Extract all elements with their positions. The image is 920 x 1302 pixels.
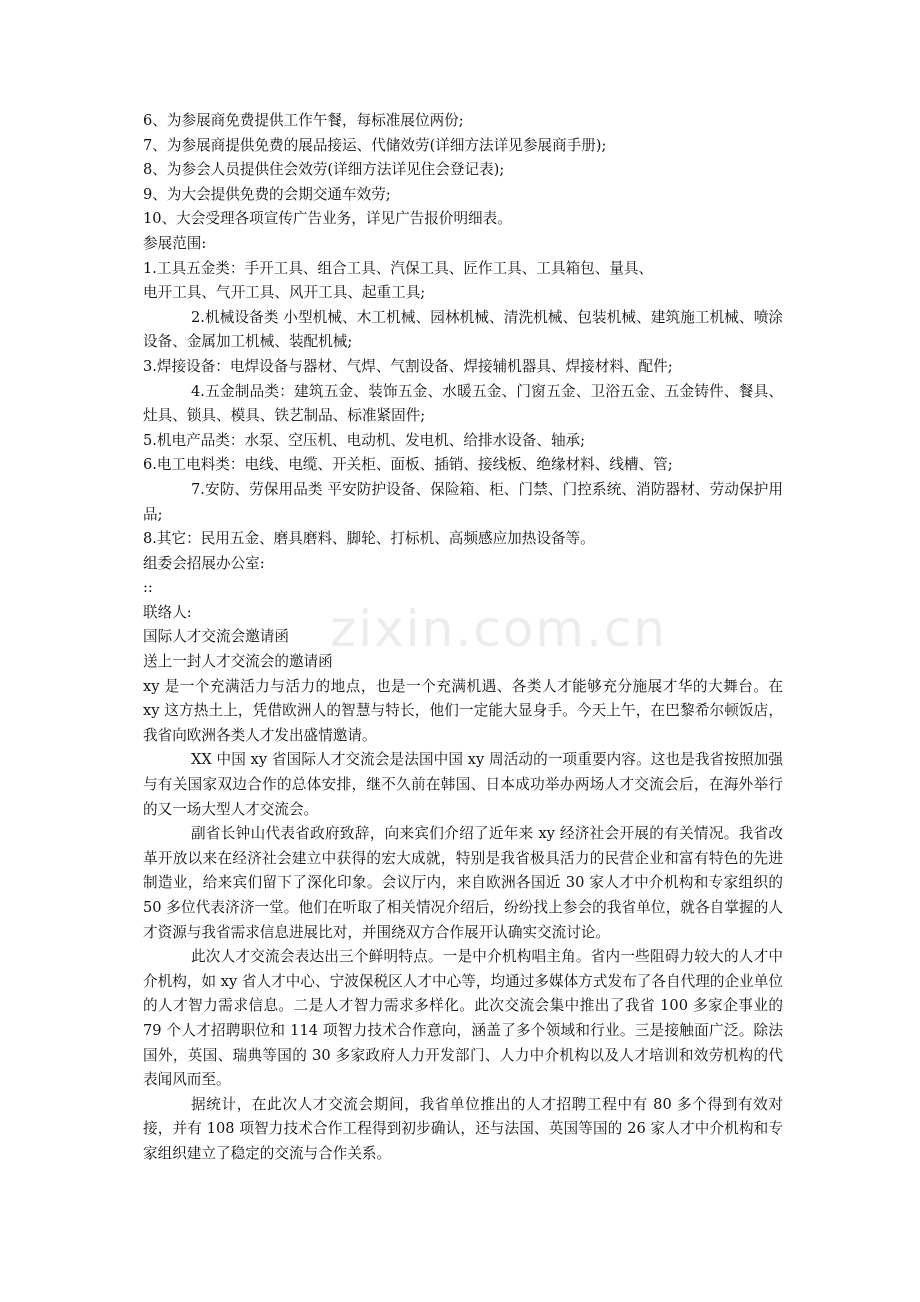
paragraph-5: 据统计，在此次人才交流会期间，我省单位推出的人才招聘工程中有 80 多个得到有效对接，并有 108 项智力技术合作工程得到初步确认，还与法国、英国等国的 26 家人才中介机构和专家组织建立了稳定的交流与合作关系。 xyxy=(143,1095,783,1162)
scope-item-4: 4.五金制品类：建筑五金、装饰五金、水暖五金、门窗五金、卫浴五金、五金铸件、餐具、灶具、锁具、模具、铁艺制品、标准紧固件; xyxy=(143,382,783,425)
service-item-10: 10、大会受理各项宣传广告业务，详见广告报价明细表。 xyxy=(143,210,512,228)
office-colons: :: xyxy=(143,579,153,597)
service-item-8: 8、为参会人员提供住会效劳(详细方法详见住会登记表); xyxy=(143,161,505,179)
letter-title: 国际人才交流会邀请函 xyxy=(143,628,289,646)
watermark-text: zixin.com.cn xyxy=(330,600,668,658)
scope-item-5: 5.机电产品类：水泵、空压机、电动机、发电机、给排水设备、轴承; xyxy=(143,431,586,449)
scope-heading: 参展范围: xyxy=(143,234,207,252)
scope-item-3: 3.焊接设备：电焊设备与器材、气焊、气割设备、焊接辅机器具、焊接材料、配件; xyxy=(143,357,673,375)
scope-item-1: 1.工具五金类：手开工具、组合工具、汽保工具、匠作工具、工具箱包、量具、 xyxy=(143,259,654,277)
scope-item-2: 2.机械设备类 小型机械、木工机械、园林机械、清洗机械、包装机械、建筑施工机械、喷涂设备、金属加工机械、装配机械; xyxy=(143,308,783,351)
scope-item-7: 7.安防、劳保用品类 平安防护设备、保险箱、柜、门禁、门控系统、消防器材、劳动保护用品; xyxy=(143,480,783,523)
paragraph-4: 此次人才交流会表达出三个鲜明特点。一是中介机构唱主角。省内一些阻碍力较大的人才中介机构，如 xy 省人才中心、宁波保税区人才中心等，均通过多媒体方式发布了各自代理的企业单位的人才智力需求信息。二是人才智力需求多样化。此次交流会集中推出了我省 100 多家企事业的 79 个人才招聘职位和 114 项智力技术合作意向，涵盖了多个领域和行业。三是接触面广泛。除法国外，英国、瑞典等国的 30 多家政府人力开发部门、人力中介机构以及人才培训和效劳机构的代表闻风而至。 xyxy=(143,948,783,1089)
paragraph-1: xy 是一个充满活力与活力的地点，也是一个充满机遇、各类人才能够充分施展才华的大舞台。在 xy 这方热土上，凭借欧洲人的智慧与特长，他们一定能大显身手。今天上午，在巴黎希尔顿饭店，我省向欧洲各类人才发出盛情邀请。 xyxy=(143,677,783,744)
office-label: 组委会招展办公室: xyxy=(143,554,265,572)
letter-subtitle: 送上一封人才交流会的邀请函 xyxy=(143,653,333,671)
contact-label: 联络人: xyxy=(143,603,192,621)
service-item-9: 9、为大会提供免费的会期交通车效劳; xyxy=(143,185,391,203)
paragraph-3: 副省长钟山代表省政府致辞，向来宾们介绍了近年来 xy 经济社会开展的有关情况。我省改革开放以来在经济社会建立中获得的宏大成就，特别是我省极具活力的民营企业和富有特色的先进制造业，给来宾们留下了深化印象。会议厅内，来自欧洲各国近 30 家人才中介机构和专家组织的 50 多位代表济济一堂。他们在听取了相关情况介绍后，纷纷找上参会的我省单位，就各自掌握的人才资源与我省需求信息进展比对，并围绕双方合作展开认确实交流讨论。 xyxy=(143,825,783,941)
service-item-7: 7、为参展商提供免费的展品接运、代储效劳(详细方法详见参展商手册); xyxy=(143,136,607,154)
scope-item-6: 6.电工电料类：电线、电缆、开关柜、面板、插销、接线板、绝缘材料、线槽、管; xyxy=(143,456,673,474)
scope-item-8: 8.其它：民用五金、磨具磨料、脚轮、打标机、高频感应加热设备等。 xyxy=(143,530,595,548)
paragraph-2: XX 中国 xy 省国际人才交流会是法国中国 xy 周活动的一项重要内容。这也是我省按照加强与有关国家双边合作的总体安排，继不久前在韩国、日本成功举办两场人才交流会后，在海外举行的又一场大型人才交流会。 xyxy=(143,751,783,818)
service-item-6: 6、为参展商免费提供工作午餐，每标准展位两份; xyxy=(143,112,464,129)
scope-item-1-continued: 电开工具、气开工具、风开工具、起重工具; xyxy=(143,284,426,302)
document-body xyxy=(143,109,783,1167)
